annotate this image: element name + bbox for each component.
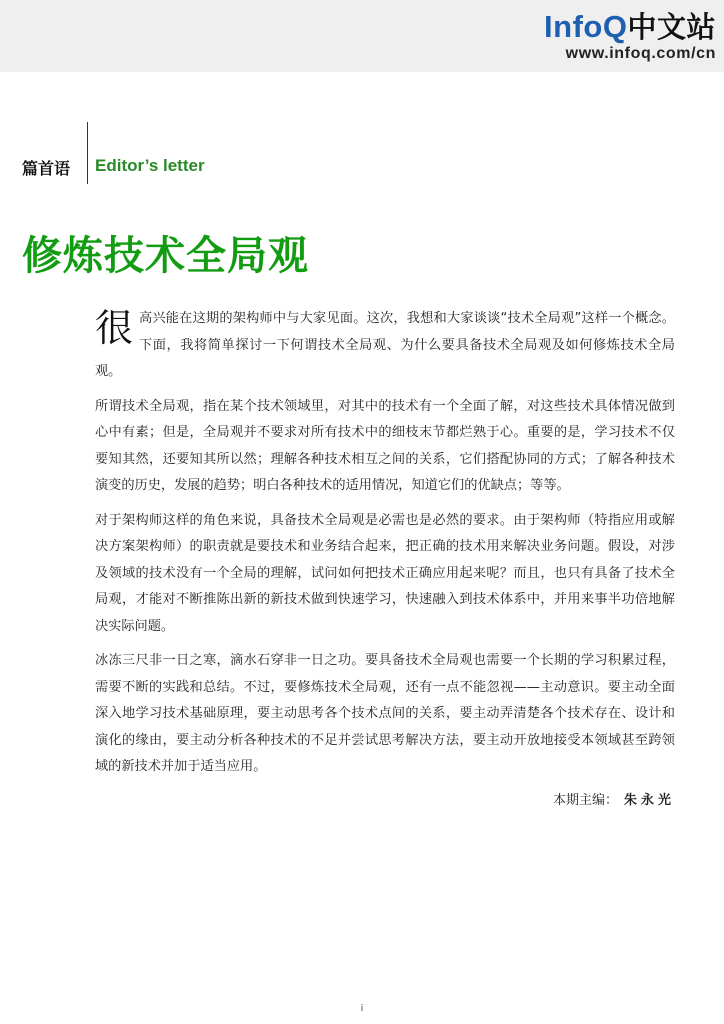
- logo-brand-q: Q: [602, 9, 628, 44]
- drop-cap: 很: [95, 306, 134, 350]
- paragraph-4: 冰冻三尺非一日之寒，滴水石穿非一日之功。要具备技术全局观也需要一个长期的学习积累过程，需要不断的实践和总结。不过，要修炼技术全局观，还有一点不能忽视——主动意识。要主动全面深入地学习技术基础原理，要主动思考各个技术点间的关系，要主动弄清楚各个技术存在、设计和演化的缘由，要主动分析各种技术的不足并尝试思考解决方法，要主动开放地接受本领域甚至跨领域的新技术并加于适当应用。: [95, 653, 675, 774]
- signature-label: 本期主编：: [552, 792, 618, 808]
- logo-brand-en: Info: [544, 9, 603, 44]
- logo-wordmark: [544, 10, 716, 44]
- editor-signature: [95, 789, 675, 808]
- section-label-cn: 篇首语: [22, 159, 71, 178]
- paragraph-1: [95, 306, 675, 386]
- paragraph-3: 对于架构师这样的角色来说，具备技术全局观是必需也是必然的要求。由于架构师（特指应用或解决方案架构师）的职责就是要技术和业务结合起来，把正确的技术用来解决业务问题。假设，对涉及领域的技术没有一个全局的理解，试问如何把技术正确应用起来呢？而且，也只有具备了技术全局观，才能对不断推陈出新的新技术做到快速学习，快速融入到技术体系中，并用来事半功倍地解决实际问题。: [95, 512, 675, 634]
- logo-brand-cn: 中文站: [627, 10, 716, 44]
- page-number: i: [360, 1004, 364, 1014]
- section-label-en: Editor’s letter: [95, 156, 205, 175]
- logo-url: www.infoq.com/cn: [565, 45, 716, 62]
- infoq-logo[interactable]: [544, 10, 716, 63]
- paragraph-2: 所谓技术全局观，指在某个技术领域里，对其中的技术有一个全面了解，对这些技术具体情况做到心中有素；但是，全局观并不要求对所有技术中的细枝末节都烂熟于心。重要的是，学习技术不仅要知其然，还要知其所以然；理解各种技术相互之间的关系，它们搭配协同的方式；了解各种技术演变的历史，发展的趋势；明白各种技术的适用情况，知道它们的优缺点；等等。: [95, 398, 675, 493]
- paragraph-1-text: 高兴能在这期的架构师中与大家见面。这次，我想和大家谈谈“技术全局观”这样一个概念。下面，我将简单探讨一下何谓技术全局观、为什么要具备技术全局观及如何修炼技术全局观。: [95, 311, 675, 379]
- header-bar: [0, 0, 724, 72]
- signature-name: 朱永光: [623, 792, 675, 808]
- article-title: 修炼技术全局观: [22, 233, 309, 279]
- section-divider: [87, 122, 88, 184]
- article-body: [95, 306, 675, 808]
